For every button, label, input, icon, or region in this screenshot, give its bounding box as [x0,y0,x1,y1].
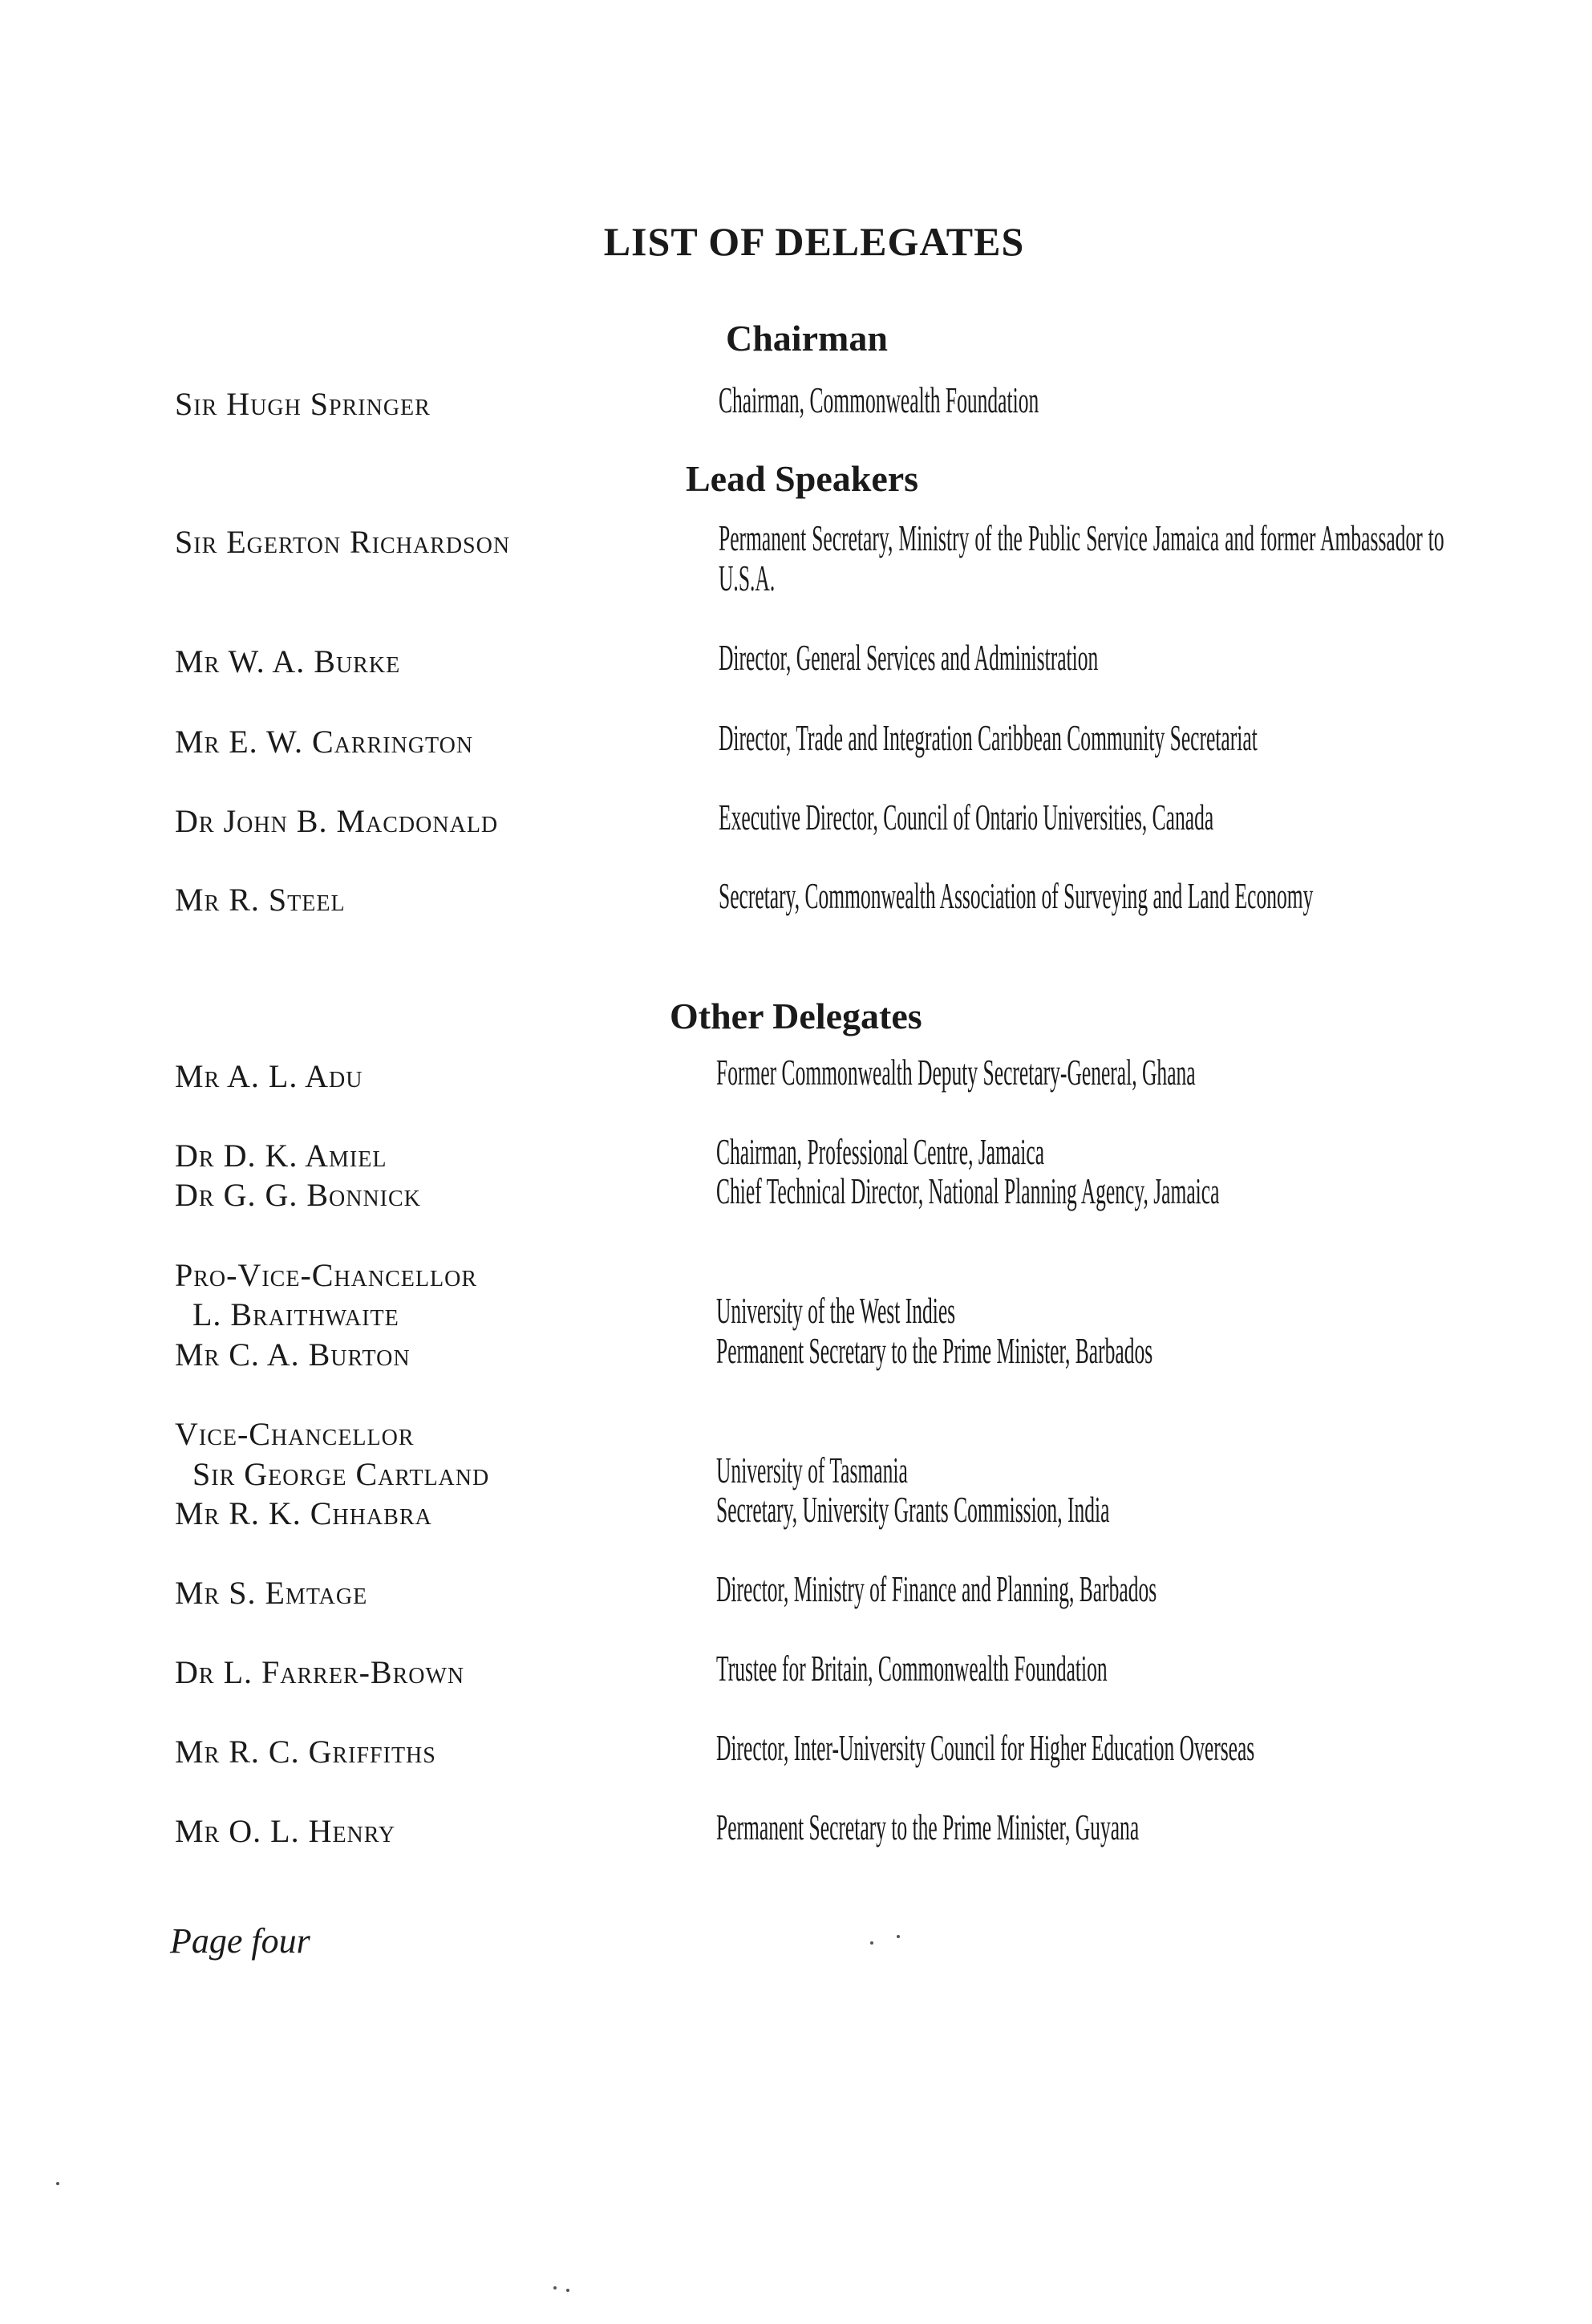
delegate-role: Secretary, University Grants Commission, India [716,1489,1110,1530]
delegate-name: L. Braithwaite [192,1296,399,1332]
scan-speck [56,2182,59,2185]
delegate-role: University of the West Indies [716,1290,956,1331]
delegate-role: Permanent Secretary to the Prime Minister, Guyana [716,1807,1140,1847]
delegate-role: Director, General Services and Administration [719,637,1099,678]
section-heading-other-delegates: Other Delegates [670,996,922,1036]
section-heading-lead-speakers: Lead Speakers [686,458,919,499]
delegate-name: Mr R. Steel [175,882,346,918]
delegate-role: Permanent Secretary, Ministry of the Public Service Jamaica and former Ambassador to U.S.A. [719,517,1444,598]
delegate-name: Mr S. Emtage [175,1575,368,1611]
delegate-name: Mr W. A. Burke [175,643,401,679]
scan-speck [870,1941,873,1945]
page-number: Page four [170,1921,310,1961]
delegate-name: Sir George Cartland [192,1456,490,1492]
scan-speck [566,2289,569,2292]
section-heading-chairman: Chairman [726,318,888,359]
delegate-role: Director, Inter-University Council for Higher Education Overseas [716,1727,1255,1768]
page-title: LIST OF DELEGATES [603,219,1025,264]
delegate-role: Director, Ministry of Finance and Planning, Barbados [716,1568,1157,1609]
delegate-name: Sir Egerton Richardson [175,524,511,560]
scan-speck [897,1935,900,1938]
delegate-name: Mr C. A. Burton [175,1336,411,1373]
delegate-name: Sir Hugh Springer [175,386,431,422]
delegate-name: Mr R. K. Chhabra [175,1495,432,1531]
delegate-role: Former Commonwealth Deputy Secretary-General, Ghana [716,1052,1196,1093]
delegate-role: University of Tasmania [716,1450,908,1491]
delegate-role: Chairman, Commonwealth Foundation [719,379,1039,420]
delegate-name: Mr R. C. Griffiths [175,1734,436,1770]
delegate-name: Mr E. W. Carrington [175,724,474,760]
delegate-role: Chief Technical Director, National Planning Agency, Jamaica [716,1170,1220,1211]
delegate-name: Dr John B. Macdonald [175,803,499,839]
delegate-role: Trustee for Britain, Commonwealth Foundation [716,1648,1108,1689]
delegate-name: Mr A. L. Adu [175,1058,363,1094]
delegate-name: Mr O. L. Henry [175,1813,396,1849]
delegate-title: Vice-Chancellor [175,1416,415,1452]
delegate-name: Dr D. K. Amiel [175,1138,387,1174]
delegate-name: Dr L. Farrer-Brown [175,1654,465,1690]
delegate-title: Pro-Vice-Chancellor [175,1257,477,1293]
scan-speck [553,2286,557,2290]
delegate-name: Dr G. G. Bonnick [175,1177,421,1213]
delegate-role: Executive Director, Council of Ontario Universities, Canada [719,797,1214,838]
delegate-role: Chairman, Professional Centre, Jamaica [716,1131,1045,1172]
delegate-role: Secretary, Commonwealth Association of Surveying and Land Economy [719,875,1314,916]
delegate-role: Director, Trade and Integration Caribbean Community Secretariat [719,717,1258,758]
delegate-role: Permanent Secretary to the Prime Minister, Barbados [716,1330,1153,1371]
